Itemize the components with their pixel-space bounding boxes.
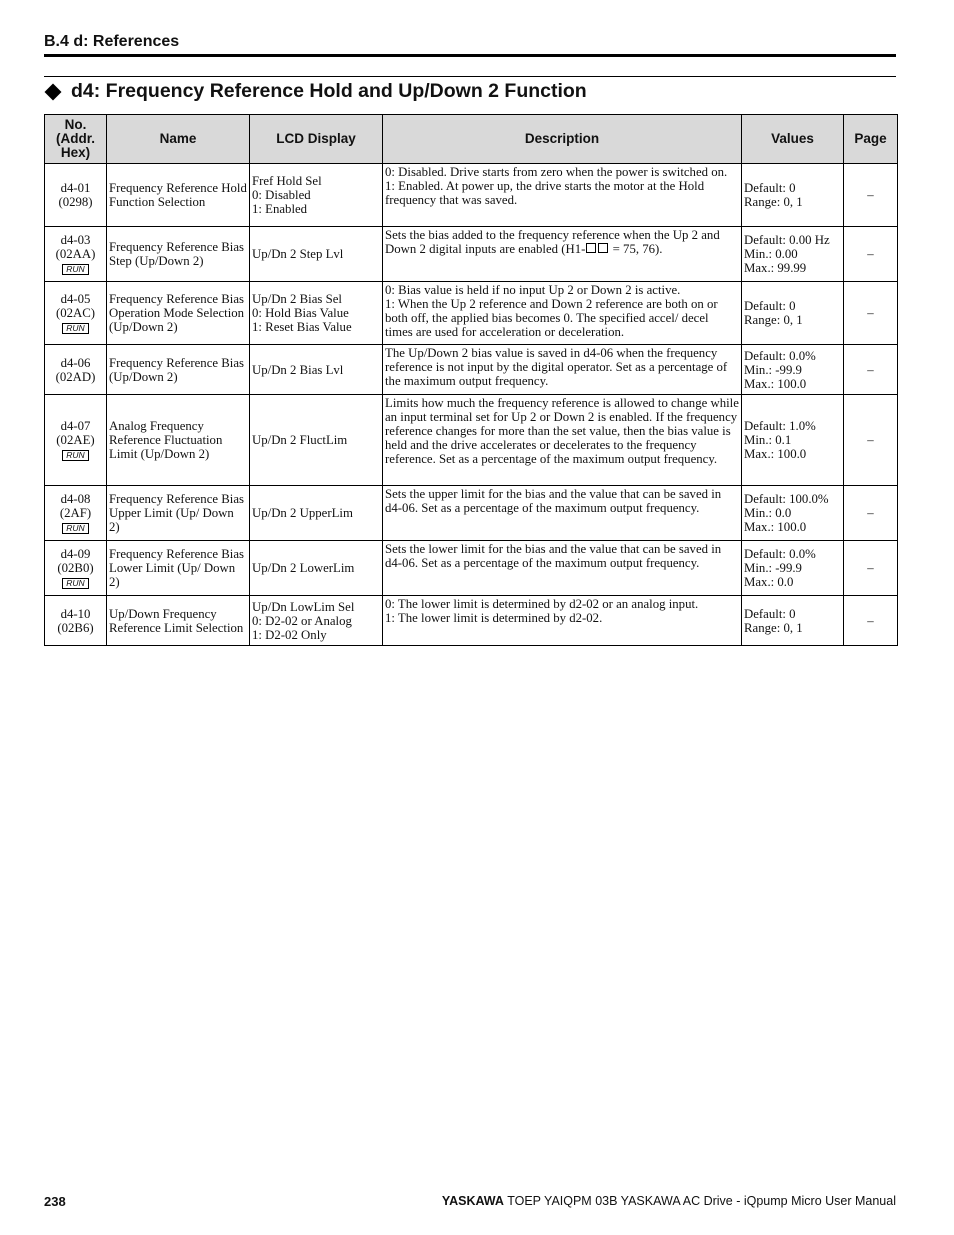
values-cell bbox=[742, 596, 844, 646]
value-line: Min.: -99.9 bbox=[744, 561, 802, 575]
value-line: Range: 0, 1 bbox=[744, 313, 803, 327]
description-line: Limits how much the frequency reference is allowed to change while an input terminal set for Up 2 or Down 2 is enabled. If the frequency reference changes for more than the set value, then the bias value is held and the drive accelerates or decelerates to the frequency reference. Set as a percentage of the maximum output frequency. bbox=[385, 396, 739, 466]
description-cell bbox=[383, 395, 742, 486]
description-line: The Up/Down 2 bias value is saved in d4-06 when the frequency reference is not input by the digital operator. Set as a percentage of the maximum output frequency. bbox=[385, 346, 728, 388]
value-line: Default: 1.0% bbox=[744, 419, 816, 433]
page-ref: – bbox=[844, 164, 898, 227]
value-line: Max.: 99.99 bbox=[744, 261, 807, 275]
value-line: Range: 0, 1 bbox=[744, 195, 803, 209]
param-address: (2AF) bbox=[59, 506, 92, 520]
lcd-line: Up/Dn 2 Step Lvl bbox=[252, 247, 344, 261]
col-header-page: Page bbox=[844, 115, 898, 164]
param-number: d4-07 bbox=[60, 419, 91, 433]
run-badge: RUN bbox=[62, 578, 88, 589]
lcd-line: Up/Dn 2 Bias Lvl bbox=[252, 362, 344, 377]
section-title-text: d4: Frequency Reference Hold and Up/Down 2 Function bbox=[71, 80, 587, 102]
lcd-line: Up/Dn LowLim Sel bbox=[252, 599, 355, 614]
lcd-line: 0: Hold Bias Value bbox=[252, 306, 349, 320]
param-address: (02B0) bbox=[57, 561, 94, 575]
lcd-display-cell bbox=[250, 345, 383, 395]
values-cell bbox=[742, 164, 844, 227]
param-name: Frequency Reference Bias Upper Limit (Up/ Down 2) bbox=[107, 486, 250, 541]
footer-brand: YASKAWA bbox=[441, 1194, 504, 1208]
table-row bbox=[45, 227, 898, 282]
lcd-display-cell bbox=[250, 395, 383, 486]
value-line: Min.: 0.1 bbox=[744, 433, 792, 447]
page-ref: – bbox=[844, 486, 898, 541]
col-header-values: Values bbox=[742, 115, 844, 164]
diamond-bullet-icon bbox=[45, 83, 62, 100]
param-address: (02AC) bbox=[55, 306, 96, 320]
values-cell bbox=[742, 227, 844, 282]
table-body bbox=[45, 164, 898, 646]
param-number: d4-08 bbox=[60, 492, 91, 506]
description-cell bbox=[383, 227, 742, 282]
lcd-line: Up/Dn 2 UpperLim bbox=[252, 506, 353, 520]
run-badge: RUN bbox=[62, 450, 88, 461]
page-ref: – bbox=[844, 395, 898, 486]
param-name: Frequency Reference Bias (Up/Down 2) bbox=[107, 345, 250, 395]
param-number: d4-06 bbox=[60, 355, 91, 370]
description-line: 0: Bias value is held if no input Up 2 or Down 2 is active. bbox=[385, 283, 681, 297]
description-cell bbox=[383, 282, 742, 345]
table-header-row bbox=[45, 115, 898, 164]
param-number-cell bbox=[45, 227, 107, 282]
param-number-cell bbox=[45, 345, 107, 395]
value-line: Default: 0.00 Hz bbox=[744, 233, 830, 247]
value-line: Default: 100.0% bbox=[744, 492, 829, 506]
page-ref: – bbox=[844, 227, 898, 282]
param-address: (02AE) bbox=[56, 433, 95, 447]
param-number: d4-05 bbox=[60, 292, 91, 306]
param-address: (0298) bbox=[58, 195, 93, 209]
lcd-line: 1: D2-02 Only bbox=[252, 627, 327, 642]
header-rule-thick bbox=[44, 54, 896, 57]
table-row bbox=[45, 596, 898, 646]
param-number-cell bbox=[45, 541, 107, 596]
values-cell bbox=[742, 395, 844, 486]
placeholder-box-icon bbox=[598, 243, 608, 253]
param-number-cell bbox=[45, 282, 107, 345]
description-line: 1: The lower limit is determined by d2-02. bbox=[385, 611, 603, 625]
lcd-display-cell bbox=[250, 282, 383, 345]
col-header-description: Description bbox=[383, 115, 742, 164]
values-cell bbox=[742, 486, 844, 541]
description-line: 0: Disabled. Drive starts from zero when the power is switched on. bbox=[385, 165, 728, 179]
table-row bbox=[45, 395, 898, 486]
col-header-lcd: LCD Display bbox=[250, 115, 383, 164]
parameter-table bbox=[44, 114, 898, 646]
param-name: Up/Down Frequency Reference Limit Selection bbox=[107, 596, 250, 646]
value-line: Default: 0.0% bbox=[744, 547, 816, 561]
values-cell bbox=[742, 541, 844, 596]
page-ref: – bbox=[844, 282, 898, 345]
param-number: d4-03 bbox=[60, 233, 91, 247]
table-row bbox=[45, 282, 898, 345]
lcd-display-cell bbox=[250, 164, 383, 227]
param-number: d4-01 bbox=[60, 181, 91, 195]
value-line: Max.: 100.0 bbox=[744, 447, 807, 461]
lcd-line: 1: Enabled bbox=[252, 202, 308, 216]
param-name: Frequency Reference Hold Function Selection bbox=[107, 164, 250, 227]
lcd-display-cell bbox=[250, 227, 383, 282]
description-cell bbox=[383, 596, 742, 646]
page-ref: – bbox=[844, 596, 898, 646]
footer-doc-title bbox=[442, 1194, 896, 1208]
page-ref: – bbox=[844, 345, 898, 395]
lcd-line: Up/Dn 2 FluctLim bbox=[252, 433, 348, 447]
header-rule-thin bbox=[44, 76, 896, 77]
value-line: Default: 0 bbox=[744, 606, 796, 621]
lcd-line: Fref Hold Sel bbox=[252, 174, 322, 188]
value-line: Default: 0 bbox=[744, 181, 796, 195]
lcd-display-cell bbox=[250, 541, 383, 596]
lcd-line: 1: Reset Bias Value bbox=[252, 320, 352, 334]
placeholder-box-icon bbox=[586, 243, 596, 253]
section-title bbox=[44, 80, 587, 103]
value-line: Min.: 0.00 bbox=[744, 247, 798, 261]
description-cell bbox=[383, 541, 742, 596]
section-header: B.4 d: References bbox=[44, 33, 180, 50]
value-line: Default: 0.0% bbox=[744, 348, 816, 363]
param-name: Analog Frequency Reference Fluctuation Limit (Up/Down 2) bbox=[107, 395, 250, 486]
description-line: 1: When the Up 2 reference and Down 2 reference are both on or both off, the applied bias becomes 0. The specified accel/ decel times are used for acceleration or deceleration. bbox=[385, 297, 718, 339]
description-text: Sets the bias added to the frequency reference when the Up 2 and Down 2 digital inputs are enabled (H1- bbox=[385, 228, 720, 256]
lcd-display-cell bbox=[250, 596, 383, 646]
param-number-cell bbox=[45, 596, 107, 646]
description-cell bbox=[383, 164, 742, 227]
description-text: = 75, 76). bbox=[609, 242, 663, 256]
page-ref: – bbox=[844, 541, 898, 596]
description-line: Sets the upper limit for the bias and the value that can be saved in d4-06. Set as a percentage of the maximum output frequency. bbox=[385, 487, 722, 515]
description-cell bbox=[383, 345, 742, 395]
value-line: Max.: 0.0 bbox=[744, 575, 794, 589]
value-line: Min.: 0.0 bbox=[744, 506, 792, 520]
lcd-line: Up/Dn 2 LowerLim bbox=[252, 561, 355, 575]
description-line: 0: The lower limit is determined by d2-02 or an analog input. bbox=[385, 597, 699, 611]
param-number-cell bbox=[45, 395, 107, 486]
lcd-line: 0: D2-02 or Analog bbox=[252, 613, 352, 628]
description-cell bbox=[383, 486, 742, 541]
table-row bbox=[45, 345, 898, 395]
run-badge: RUN bbox=[62, 264, 88, 275]
param-address: (02B6) bbox=[57, 620, 94, 635]
value-line: Max.: 100.0 bbox=[744, 520, 807, 534]
lcd-line: Up/Dn 2 Bias Sel bbox=[252, 292, 342, 306]
param-name: Frequency Reference Bias Step (Up/Down 2) bbox=[107, 227, 250, 282]
value-line: Default: 0 bbox=[744, 299, 796, 313]
values-cell bbox=[742, 345, 844, 395]
values-cell bbox=[742, 282, 844, 345]
value-line: Max.: 100.0 bbox=[744, 376, 807, 391]
table-row bbox=[45, 486, 898, 541]
run-badge: RUN bbox=[62, 323, 88, 334]
param-name: Frequency Reference Bias Lower Limit (Up/ Down 2) bbox=[107, 541, 250, 596]
value-line: Min.: -99.9 bbox=[744, 362, 802, 377]
param-number-cell bbox=[45, 486, 107, 541]
param-address: (02AA) bbox=[55, 247, 96, 261]
param-number: d4-09 bbox=[60, 547, 91, 561]
page-number: 238 bbox=[44, 1194, 66, 1209]
value-line: Range: 0, 1 bbox=[744, 620, 803, 635]
lcd-line: 0: Disabled bbox=[252, 188, 311, 202]
lcd-display-cell bbox=[250, 486, 383, 541]
param-number: d4-10 bbox=[60, 606, 91, 621]
table-row bbox=[45, 541, 898, 596]
description-line: Sets the lower limit for the bias and the value that can be saved in d4-06. Set as a percentage of the maximum output frequency. bbox=[385, 542, 722, 570]
col-header-no: No. (Addr. Hex) bbox=[45, 115, 107, 164]
col-header-name: Name bbox=[107, 115, 250, 164]
run-badge: RUN bbox=[62, 523, 88, 534]
param-number-cell bbox=[45, 164, 107, 227]
table-row bbox=[45, 164, 898, 227]
footer-doc: TOEP YAIQPM 03B YASKAWA AC Drive - iQpump Micro User Manual bbox=[503, 1194, 896, 1208]
param-name: Frequency Reference Bias Operation Mode Selection (Up/Down 2) bbox=[107, 282, 250, 345]
description-line: 1: Enabled. At power up, the drive starts the motor at the Hold frequency that was saved. bbox=[385, 179, 705, 207]
param-address: (02AD) bbox=[55, 369, 96, 384]
